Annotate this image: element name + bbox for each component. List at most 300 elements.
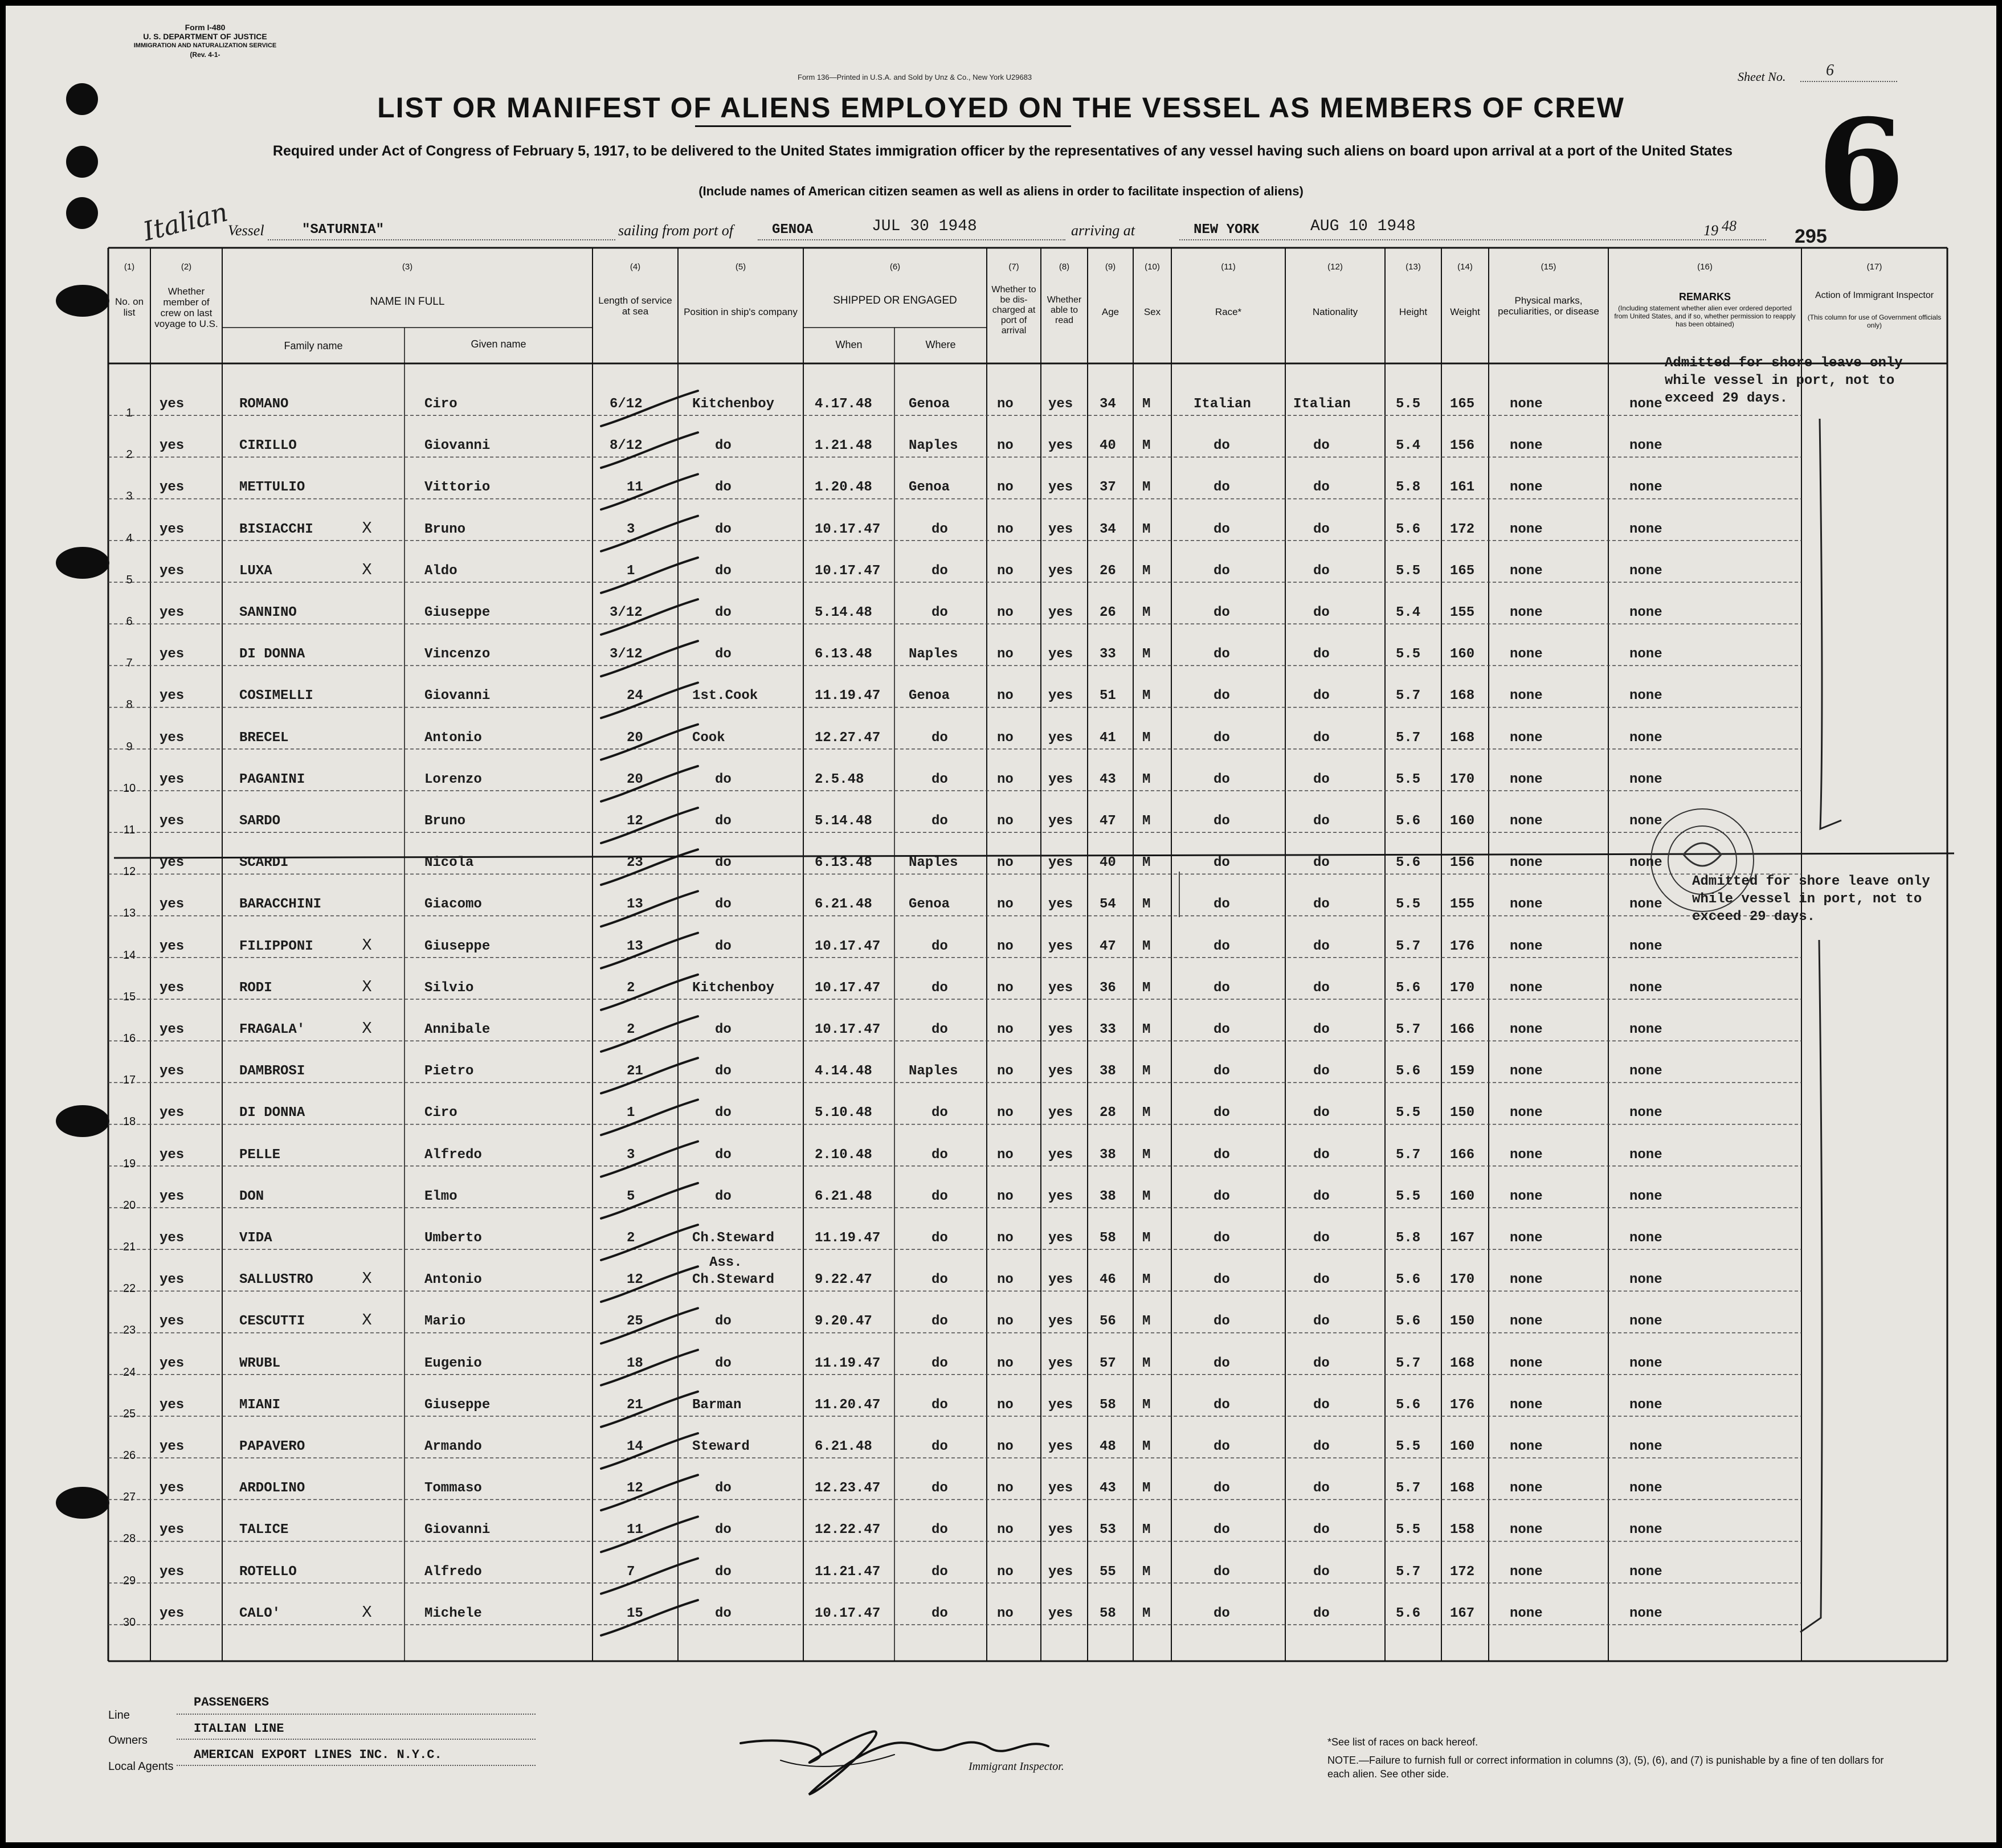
shipped-where-cell: do (931, 1605, 948, 1621)
crew-cell: yes (160, 938, 185, 954)
check-mark: X (362, 1270, 372, 1287)
nationality-cell: do (1313, 1397, 1330, 1413)
service-cell: 2 (627, 980, 635, 996)
read-cell: yes (1048, 1105, 1073, 1121)
row-number-cell: 21 (122, 1241, 136, 1253)
nationality-cell: do (1313, 521, 1330, 537)
column-number-5: (5) (735, 262, 746, 272)
discharged-cell: no (997, 1230, 1014, 1246)
marks-cell: none (1510, 771, 1543, 787)
shipped-when-cell: 10.17.47 (815, 938, 881, 954)
remarks-cell: none (1629, 1105, 1662, 1121)
sailing-label: sailing from port of (618, 222, 734, 239)
shipped-where-cell: Genoa (909, 897, 950, 913)
nationality-cell: do (1313, 480, 1330, 496)
weight-cell: 172 (1450, 521, 1475, 537)
read-cell: yes (1048, 855, 1073, 871)
family-name-cell: WRUBL (239, 1355, 281, 1371)
column-header-when: When (835, 339, 863, 350)
sex-cell: M (1142, 396, 1151, 412)
family-name-cell: PAGANINI (239, 771, 305, 787)
check-mark: X (362, 936, 372, 954)
given-name-cell: Vittorio (424, 480, 491, 496)
given-name-cell: Giovanni (424, 688, 491, 704)
row-number-cell: 28 (122, 1532, 136, 1546)
given-name-cell: Vincenzo (424, 647, 491, 663)
shipped-where-cell: do (931, 521, 948, 537)
height-cell: 5.6 (1396, 1605, 1421, 1621)
position-cell: do (715, 1105, 732, 1121)
height-cell: 5.5 (1396, 1522, 1421, 1538)
race-cell: do (1214, 1022, 1230, 1037)
remarks-cell: none (1629, 813, 1662, 829)
marks-cell: none (1510, 855, 1543, 871)
height-cell: 5.6 (1396, 813, 1421, 829)
position-cell: do (715, 605, 732, 620)
family-name-cell: SCARDI (239, 855, 289, 871)
service-cell: 3/12 (610, 647, 643, 663)
sex-cell: M (1142, 1105, 1151, 1121)
given-name-cell: Elmo (424, 1188, 457, 1204)
position-cell: do (715, 1064, 732, 1080)
agents-field-line (177, 1765, 536, 1766)
sex-cell: M (1142, 438, 1151, 454)
sheet-number: 6 (1826, 62, 1834, 79)
age-cell: 46 (1100, 1272, 1116, 1288)
weight-cell: 161 (1450, 480, 1475, 496)
shipped-where-cell: do (931, 1272, 948, 1288)
row-number-cell: 24 (122, 1365, 136, 1379)
shipped-where-cell: do (931, 1439, 948, 1454)
column-header-remarks: REMARKS (1678, 291, 1731, 302)
marks-cell: none (1510, 521, 1543, 537)
printer-note: Form 136—Printed in U.S.A. and Sold by Unz & Co., New York U29683 (798, 73, 1032, 81)
service-cell: 3 (627, 521, 635, 537)
crew-cell: yes (160, 897, 185, 913)
read-cell: yes (1048, 1314, 1073, 1330)
given-name-cell: Mario (424, 1314, 466, 1330)
sex-cell: M (1142, 521, 1151, 537)
sailing-date: JUL 30 1948 (872, 218, 977, 235)
discharged-cell: no (997, 897, 1014, 913)
family-name-cell: CALO' (239, 1605, 281, 1621)
sheet-label: Sheet No. (1738, 69, 1786, 84)
nationality-cell: do (1313, 1355, 1330, 1371)
position-cell: Ch.Steward (692, 1230, 775, 1246)
year-suffix: 48 (1722, 218, 1737, 234)
height-cell: 5.7 (1396, 688, 1421, 704)
family-name-cell: SALLUSTRO (239, 1272, 313, 1288)
position-cell: do (715, 480, 732, 496)
remarks-cell: none (1629, 1188, 1662, 1204)
shipped-where-cell: do (931, 1564, 948, 1580)
owners-label: Owners (108, 1734, 148, 1747)
shipped-where-cell: do (931, 1314, 948, 1330)
age-cell: 56 (1100, 1314, 1116, 1330)
page-subnote: (Include names of American citizen seamen as well as aliens in order to facilitate inspection of aliens) (698, 184, 1304, 198)
given-name-cell: Armando (424, 1439, 482, 1454)
service-cell: 13 (627, 897, 643, 913)
nationality-cell: do (1313, 771, 1330, 787)
nationality-cell: do (1313, 938, 1330, 954)
sex-cell: M (1142, 563, 1151, 579)
race-cell: do (1214, 1522, 1230, 1538)
given-name-cell: Tommaso (424, 1481, 482, 1497)
position-prefix-cell: Ass. (709, 1255, 742, 1271)
given-name-cell: Aldo (424, 563, 457, 579)
marks-cell: none (1510, 813, 1543, 829)
shipped-when-cell: 9.22.47 (815, 1272, 872, 1288)
height-cell: 5.6 (1396, 521, 1421, 537)
read-cell: yes (1048, 897, 1073, 913)
agents-value: AMERICAN EXPORT LINES INC. N.Y.C. (194, 1748, 442, 1762)
shipped-where-cell: do (931, 730, 948, 746)
shipped-where-cell: do (931, 605, 948, 620)
age-cell: 58 (1100, 1230, 1116, 1246)
service-cell: 15 (627, 1605, 643, 1621)
given-name-cell: Lorenzo (424, 771, 482, 787)
sex-cell: M (1142, 480, 1151, 496)
height-cell: 5.7 (1396, 730, 1421, 746)
discharged-cell: no (997, 396, 1014, 412)
marks-cell: none (1510, 605, 1543, 620)
height-cell: 5.7 (1396, 938, 1421, 954)
shipped-where-cell: do (931, 771, 948, 787)
race-cell: do (1214, 938, 1230, 954)
marks-cell: none (1510, 1022, 1543, 1037)
age-cell: 33 (1100, 647, 1116, 663)
read-cell: yes (1048, 1147, 1073, 1163)
remarks-cell: none (1629, 438, 1662, 454)
marks-cell: none (1510, 1230, 1543, 1246)
shipped-when-cell: 10.17.47 (815, 521, 881, 537)
sex-cell: M (1142, 1605, 1151, 1621)
family-name-cell: VIDA (239, 1230, 272, 1246)
race-cell: do (1214, 771, 1230, 787)
service-cell: 24 (627, 688, 643, 704)
shipped-where-cell: do (931, 1230, 948, 1246)
shipped-where-cell: Genoa (909, 688, 950, 704)
sex-cell: M (1142, 605, 1151, 620)
sex-cell: M (1142, 688, 1151, 704)
given-name-cell: Antonio (424, 1272, 482, 1288)
sex-cell: M (1142, 855, 1151, 871)
height-cell: 5.7 (1396, 1564, 1421, 1580)
given-name-cell: Giacomo (424, 897, 482, 913)
weight-cell: 168 (1450, 1481, 1475, 1497)
column-header-position: Position in ship's company (684, 306, 798, 317)
column-header-age: Age (1101, 306, 1120, 317)
column-header-name: NAME IN FULL (370, 296, 445, 308)
shipped-when-cell: 12.23.47 (815, 1481, 881, 1497)
column-number-14: (14) (1457, 262, 1473, 272)
check-mark: X (362, 1311, 372, 1329)
race-cell: do (1214, 855, 1230, 871)
crew-cell: yes (160, 1272, 185, 1288)
sex-cell: M (1142, 1397, 1151, 1413)
read-cell: yes (1048, 1481, 1073, 1497)
discharged-cell: no (997, 1064, 1014, 1080)
weight-cell: 156 (1450, 855, 1475, 871)
position-cell: do (715, 1605, 732, 1621)
marks-cell: none (1510, 1105, 1543, 1121)
age-cell: 26 (1100, 563, 1116, 579)
age-cell: 41 (1100, 730, 1116, 746)
check-mark: X (362, 519, 372, 537)
marks-cell: none (1510, 897, 1543, 913)
crew-cell: yes (160, 1022, 185, 1037)
column-header-shipped: SHIPPED OR ENGAGED (833, 295, 957, 306)
inspector-note: Admitted for shore leave only while vessel in port, not to exceed 29 days. (1692, 874, 1930, 925)
department: U. S. DEPARTMENT OF JUSTICE (143, 32, 267, 41)
discharged-cell: no (997, 1188, 1014, 1204)
read-cell: yes (1048, 1188, 1073, 1204)
family-name-cell: LUXA (239, 563, 272, 579)
shipped-where-cell: do (931, 938, 948, 954)
weight-cell: 160 (1450, 647, 1475, 663)
read-cell: yes (1048, 1397, 1073, 1413)
weight-cell: 176 (1450, 938, 1475, 954)
column-number-10: (10) (1145, 262, 1160, 272)
shipped-when-cell: 1.20.48 (815, 480, 872, 496)
age-cell: 54 (1100, 897, 1116, 913)
age-cell: 34 (1100, 521, 1116, 537)
marks-cell: none (1510, 938, 1543, 954)
remarks-cell: none (1629, 730, 1662, 746)
given-name-cell: Bruno (424, 521, 466, 537)
shipped-when-cell: 11.20.47 (815, 1397, 881, 1413)
read-cell: yes (1048, 771, 1073, 787)
age-cell: 43 (1100, 1481, 1116, 1497)
crew-cell: yes (160, 855, 185, 871)
vessel-label: Vessel (228, 222, 264, 239)
port-to: NEW YORK (1194, 222, 1260, 238)
given-name-cell: Bruno (424, 813, 466, 829)
shipped-when-cell: 11.19.47 (815, 1230, 881, 1246)
crew-cell: yes (160, 647, 185, 663)
given-name-cell: Alfredo (424, 1564, 482, 1580)
given-name-cell: Umberto (424, 1230, 482, 1246)
row-number-cell: 15 (122, 990, 136, 1003)
service-cell: 21 (627, 1397, 643, 1413)
shipped-when-cell: 2.5.48 (815, 771, 864, 787)
crew-cell: yes (160, 1355, 185, 1371)
remarks-cell: none (1629, 688, 1662, 704)
marks-cell: none (1510, 1064, 1543, 1080)
discharged-cell: no (997, 688, 1014, 704)
read-cell: yes (1048, 1355, 1073, 1371)
column-number-13: (13) (1406, 262, 1421, 272)
row-number-cell: 18 (122, 1115, 136, 1129)
weight-cell: 168 (1450, 730, 1475, 746)
marks-cell: none (1510, 1481, 1543, 1497)
column-header-nationality: Nationality (1312, 306, 1358, 317)
nationality-cell: do (1313, 1272, 1330, 1288)
race-cell: do (1214, 1188, 1230, 1204)
page-subtitle: Required under Act of Congress of February 5, 1917, to be delivered to the United States immigration officer by the representatives of any vessel having such aliens on board upon arrival at a port of the United States (272, 143, 1733, 159)
inspector-bracket (1800, 419, 1841, 1632)
family-name-cell: COSIMELLI (239, 688, 313, 704)
agents-label: Local Agents (108, 1760, 174, 1773)
service-cell: 1 (627, 1105, 635, 1121)
remarks-cell: none (1629, 1564, 1662, 1580)
column-number-2: (2) (181, 262, 192, 272)
race-cell: do (1214, 813, 1230, 829)
age-cell: 47 (1100, 813, 1116, 829)
position-cell: do (715, 1147, 732, 1163)
weight-cell: 160 (1450, 1188, 1475, 1204)
read-cell: yes (1048, 730, 1073, 746)
family-name-cell: BRECEL (239, 730, 289, 746)
nationality-cell: do (1313, 1564, 1330, 1580)
discharged-cell: no (997, 771, 1014, 787)
races-note: *See list of races on back hereof. (1327, 1736, 1478, 1748)
age-cell: 43 (1100, 771, 1116, 787)
nationality-cell: do (1313, 1481, 1330, 1497)
strike-line (114, 853, 1954, 858)
row-number-cell: 20 (122, 1199, 136, 1212)
row-number-cell: 13 (122, 907, 136, 920)
vessel-name: "SATURNIA" (302, 222, 385, 238)
port-from: GENOA (772, 222, 814, 238)
remarks-cell: none (1629, 1022, 1662, 1037)
nationality-cell: do (1313, 1022, 1330, 1037)
age-cell: 26 (1100, 605, 1116, 620)
sex-cell: M (1142, 1522, 1151, 1538)
position-cell: do (715, 1564, 732, 1580)
nationality-cell: do (1313, 1147, 1330, 1163)
marks-cell: none (1510, 563, 1543, 579)
position-cell: Kitchenboy (692, 396, 775, 412)
service-cell: 18 (627, 1355, 643, 1371)
remarks-cell: none (1629, 480, 1662, 496)
crew-cell: yes (160, 771, 185, 787)
family-name-cell: FRAGALA' (239, 1022, 305, 1037)
remarks-cell: none (1629, 771, 1662, 787)
check-mark: X (362, 1020, 372, 1037)
crew-cell: yes (160, 1481, 185, 1497)
sex-cell: M (1142, 980, 1151, 996)
sex-cell: M (1142, 938, 1151, 954)
age-cell: 34 (1100, 396, 1116, 412)
race-cell: do (1214, 1064, 1230, 1080)
marks-cell: none (1510, 1522, 1543, 1538)
position-cell: do (715, 813, 732, 829)
shipped-when-cell: 5.10.48 (815, 1105, 872, 1121)
read-cell: yes (1048, 1522, 1073, 1538)
row-number-cell: 4 (126, 531, 133, 545)
remarks-cell: none (1629, 1481, 1662, 1497)
column-number-11: (11) (1221, 262, 1236, 272)
marks-cell: none (1510, 438, 1543, 454)
marks-cell: none (1510, 1605, 1543, 1621)
discharged-cell: no (997, 1439, 1014, 1454)
position-cell: do (715, 1355, 732, 1371)
nationality-cell: do (1313, 813, 1330, 829)
height-cell: 5.5 (1396, 771, 1421, 787)
shipped-where-cell: Naples (909, 438, 958, 454)
given-name-cell: Nicola (424, 855, 474, 871)
weight-cell: 166 (1450, 1022, 1475, 1037)
column-number-8: (8) (1059, 262, 1070, 272)
family-name-cell: CIRILLO (239, 438, 297, 454)
marks-cell: none (1510, 1314, 1543, 1330)
race-cell: do (1214, 480, 1230, 496)
discharged-cell: no (997, 1397, 1014, 1413)
given-name-cell: Giuseppe (424, 1397, 491, 1413)
weight-cell: 170 (1450, 771, 1475, 787)
service-cell: 20 (627, 730, 643, 746)
read-cell: yes (1048, 1022, 1073, 1037)
remarks-cell: none (1629, 1522, 1662, 1538)
crew-cell: yes (160, 1564, 185, 1580)
row-number-cell: 9 (126, 740, 133, 753)
service-cell: 12 (627, 1272, 643, 1288)
shipped-where-cell: do (931, 1147, 948, 1163)
race-cell: do (1214, 1230, 1230, 1246)
shipped-when-cell: 12.27.47 (815, 730, 881, 746)
race-cell: do (1214, 897, 1230, 913)
crew-cell: yes (160, 730, 185, 746)
column-header-height: Height (1399, 306, 1428, 317)
shipped-where-cell: Genoa (909, 480, 950, 496)
remarks-cell: none (1629, 1439, 1662, 1454)
marks-cell: none (1510, 1355, 1543, 1371)
given-name-cell: Giovanni (424, 1522, 491, 1538)
service-cell: 14 (627, 1439, 643, 1454)
race-cell: do (1214, 647, 1230, 663)
owners-value: ITALIAN LINE (194, 1722, 284, 1736)
race-cell: do (1214, 438, 1230, 454)
row-number-cell: 7 (126, 657, 133, 670)
nationality-cell: do (1313, 1064, 1330, 1080)
sex-cell: M (1142, 1564, 1151, 1580)
column-number-4: (4) (630, 262, 641, 272)
discharged-cell: no (997, 1105, 1014, 1121)
row-number-cell: 3 (126, 490, 133, 503)
race-cell: do (1214, 1105, 1230, 1121)
position-cell: do (715, 438, 732, 454)
weight-cell: 170 (1450, 980, 1475, 996)
height-cell: 5.4 (1396, 438, 1421, 454)
row-number-cell: 23 (122, 1324, 136, 1337)
sex-cell: M (1142, 771, 1151, 787)
nationality-cell: do (1313, 1439, 1330, 1454)
height-cell: 5.5 (1396, 1105, 1421, 1121)
sex-cell: M (1142, 1439, 1151, 1454)
remarks-cell: none (1629, 521, 1662, 537)
shipped-when-cell: 11.21.47 (815, 1564, 881, 1580)
shipped-when-cell: 9.20.47 (815, 1314, 872, 1330)
race-cell: do (1214, 688, 1230, 704)
age-cell: 33 (1100, 1022, 1116, 1037)
age-cell: 38 (1100, 1147, 1116, 1163)
remarks-cell: none (1629, 1397, 1662, 1413)
column-number-15: (15) (1541, 262, 1556, 272)
height-cell: 5.8 (1396, 1230, 1421, 1246)
position-cell: do (715, 897, 732, 913)
column-header-given-name: Given name (471, 338, 526, 350)
nationality-cell: do (1313, 1230, 1330, 1246)
remarks-cell: none (1629, 396, 1662, 412)
family-name-cell: DI DONNA (239, 647, 305, 663)
read-cell: yes (1048, 1272, 1073, 1288)
column-header-service: Length of service at sea (598, 295, 672, 317)
arriving-label: arriving at (1071, 222, 1135, 239)
column-header-no: No. on list (115, 296, 144, 318)
age-cell: 36 (1100, 980, 1116, 996)
sex-cell: M (1142, 1064, 1151, 1080)
